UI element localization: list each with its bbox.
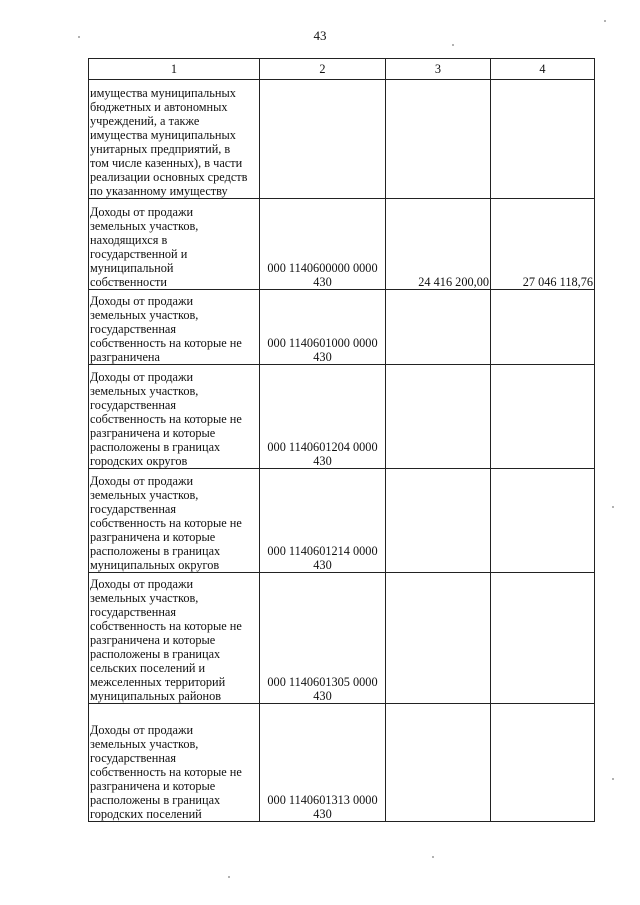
row-code: 000 1140601214 0000 430 [260,469,386,573]
table-row [89,365,595,469]
row-value-3 [386,573,491,704]
row-value-4 [491,290,595,365]
scan-speck [452,44,454,46]
column-header-4: 4 [491,59,595,80]
table-row [89,199,595,290]
row-name: имущества муниципальных бюджетных и автономных учреждений, а также имущества муниципальных унитарных предприятий, в том числе казенных), в части реализации основных средств по указанному имуществу [89,80,260,199]
scan-speck [612,506,614,508]
row-code: 000 1140601305 0000 430 [260,573,386,704]
row-value-4 [491,573,595,704]
row-value-3 [386,365,491,469]
column-header-2: 2 [260,59,386,80]
row-name: Доходы от продажи земельных участков, государственная собственность на которые не разграничена [89,290,260,365]
table-row [89,80,595,199]
row-name: Доходы от продажи земельных участков, находящихся в государственной и муниципальной собственности [89,199,260,290]
row-code: 000 1140601000 0000 430 [260,290,386,365]
table-row [89,290,595,365]
row-value-4 [491,365,595,469]
scan-speck [228,876,230,878]
page-number: 43 [313,28,327,43]
row-value-3 [386,80,491,199]
row-value-4 [491,469,595,573]
row-code [260,80,386,199]
row-name: Доходы от продажи земельных участков, государственная собственность на которые не разграничена и которые расположены в границах муниципальных округов [89,469,260,573]
row-value-3 [386,704,491,822]
scan-speck [432,856,434,858]
scan-speck [612,778,614,780]
row-name: Доходы от продажи земельных участков, государственная собственность на которые не разграничена и которые расположены в границах городских округов [89,365,260,469]
row-value-4 [491,704,595,822]
scan-speck [604,20,606,22]
table-row [89,704,595,822]
row-value-4 [491,80,595,199]
row-value-3: 24 416 200,00 [386,199,491,290]
row-value-3 [386,290,491,365]
row-code: 000 1140601313 0000 430 [260,704,386,822]
table-row [89,469,595,573]
revenue-table [88,58,595,822]
column-header-3: 3 [386,59,491,80]
table-row [89,573,595,704]
row-value-4: 27 046 118,76 [491,199,595,290]
table-header-row [89,59,595,80]
scan-speck [78,36,80,38]
row-name: Доходы от продажи земельных участков, государственная собственность на которые не разграничена и которые расположены в границах городских поселений [89,704,260,822]
column-header-1: 1 [89,59,260,80]
row-code: 000 1140600000 0000 430 [260,199,386,290]
row-name: Доходы от продажи земельных участков, государственная собственность на которые не разграничена и которые расположены в границах сельских поселений и межселенных территорий муниципальных районов [89,573,260,704]
row-value-3 [386,469,491,573]
row-code: 000 1140601204 0000 430 [260,365,386,469]
